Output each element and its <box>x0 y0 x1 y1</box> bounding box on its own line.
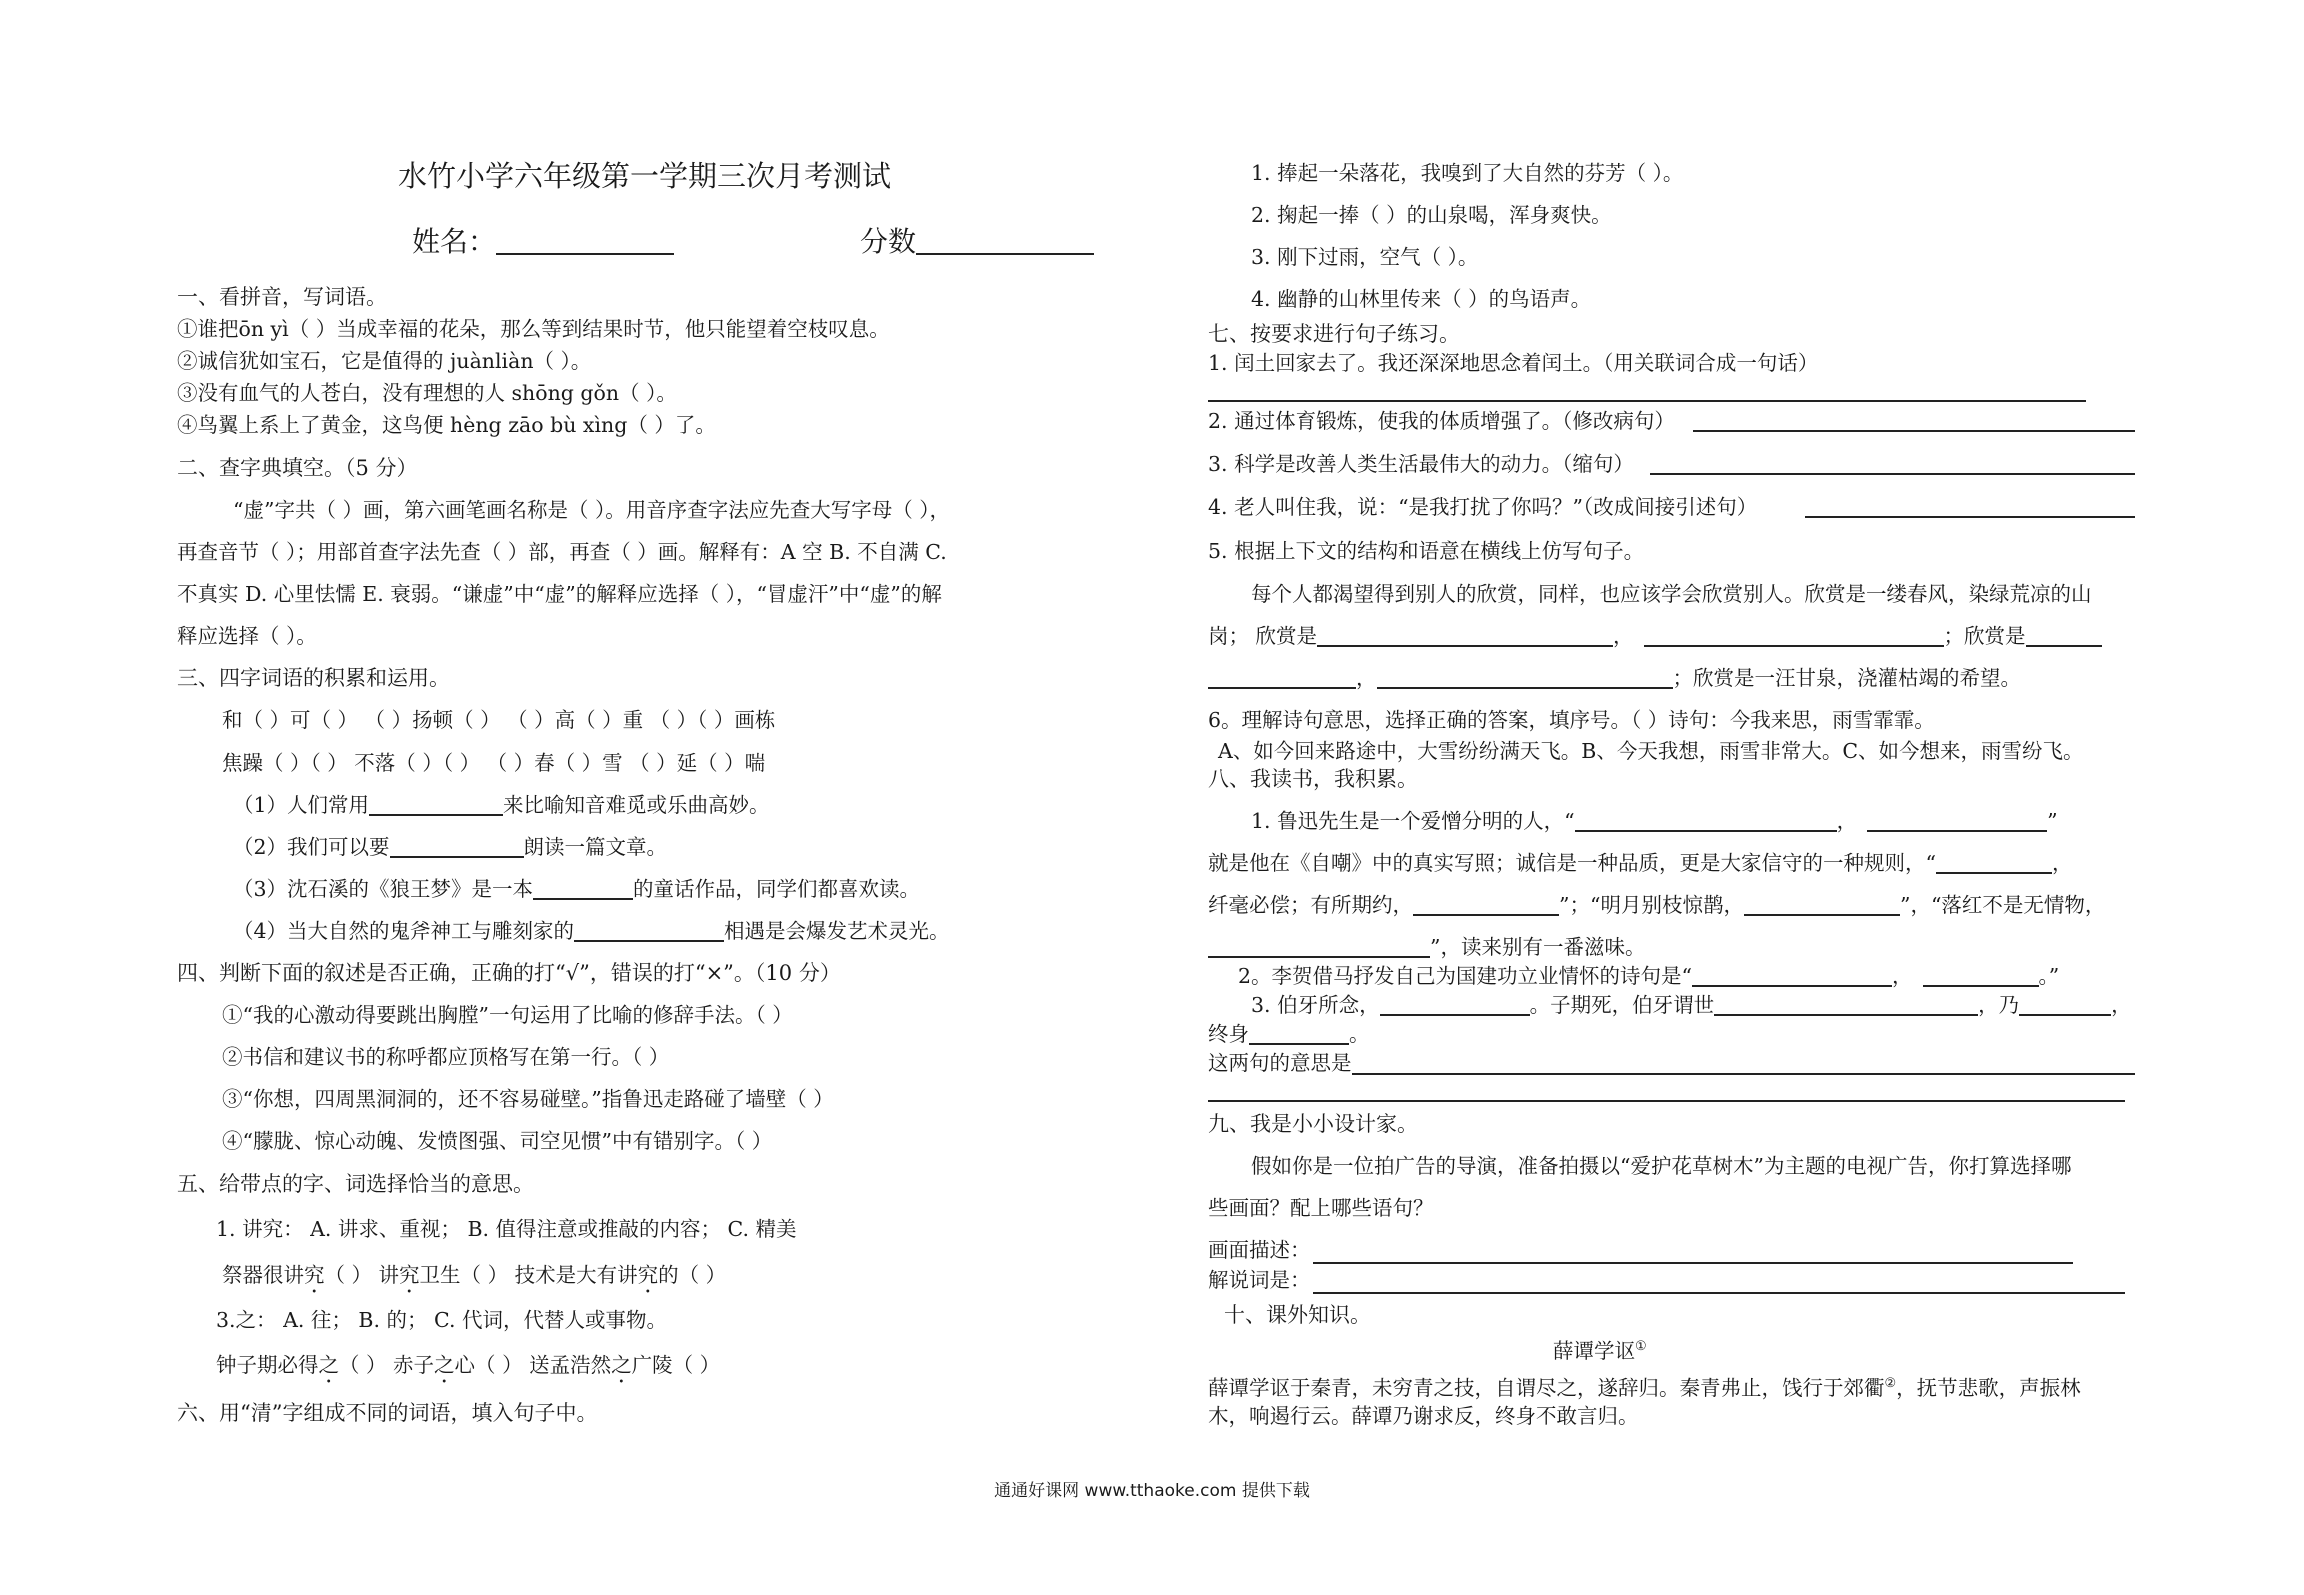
answer-line[interactable] <box>1805 516 2135 518</box>
poem-blank[interactable] <box>1692 963 1892 987</box>
answer-line[interactable] <box>1208 400 2086 402</box>
word-guangling: 广陵（ ） <box>631 1353 721 1377</box>
section-7-q1: 1. 闰土回家去了。我还深深地思念着闰土。（用关联词合成一句话） <box>1208 351 1819 375</box>
passage-line2: 木，响遏行云。薛谭乃谢求反，终身不敢言归。 <box>1208 1404 1639 1428</box>
poem-blank[interactable] <box>1413 892 1559 916</box>
name-row <box>412 225 674 258</box>
imitate-blank[interactable] <box>1208 665 1356 689</box>
section-10-heading: 十、课外知识。 <box>1224 1303 1371 1327</box>
poem-blank[interactable] <box>1575 808 1837 832</box>
answer-line[interactable] <box>1313 1262 2073 1264</box>
section-7-q3: 3. 科学是改善人类生活最伟大的动力。（缩句） <box>1208 452 1634 476</box>
section-9-para-line1: 假如你是一位拍广告的导演，准备拍摄以“爱护花草树木”为主题的电视广告，你打算选择哪 <box>1251 1154 2072 1178</box>
dotted-char: 之 <box>611 1353 632 1377</box>
section-5-item3-words <box>216 1351 720 1388</box>
answer-line[interactable] <box>1693 430 2135 432</box>
section-9-field2 <box>1208 1266 1311 1294</box>
section-4-q3: ③“你想，四周黑洞洞的，还不容易碰壁。”指鲁迅走路碰了墙壁（ ） <box>222 1087 834 1111</box>
section-8-a3 <box>1208 891 2105 919</box>
p3-tail: ；欣赏是一汪甘泉，浇灌枯竭的希望。 <box>1672 666 2021 690</box>
section-4-q1: ①“我的心激动得要跳出胸膛”一句运用了比喻的修辞手法。（ ） <box>222 1003 793 1027</box>
field2-label: 解说词是： <box>1208 1268 1311 1292</box>
dotted-char: 究 <box>304 1263 325 1287</box>
section-8-a1 <box>1251 807 2058 835</box>
passage-text: 薛谭学讴于秦青，未穷青之技，自谓尽之，遂辞归。秦青弗止，饯行于郊衢 <box>1208 1375 1885 1400</box>
section-1-q1: ①谁把ōn yì（ ）当成幸福的花朵，那么等到结果时节，他只能望着空枝叹息。 <box>177 317 890 341</box>
footer: 通通好课网 www.tthaoke.com 提供下载 <box>994 1481 1310 1501</box>
c3-text: 这两句的意思是 <box>1208 1051 1352 1075</box>
fill3-blank[interactable] <box>533 876 633 900</box>
section-3-fill3 <box>233 875 920 903</box>
section-1-heading: 一、看拼音，写词语。 <box>177 285 387 309</box>
c1-nai: ，乃 <box>1978 993 2020 1017</box>
section-3-fill4 <box>233 917 950 945</box>
section-2-line4: 释应选择（ ）。 <box>177 624 317 648</box>
b1-close: 。” <box>2038 964 2060 988</box>
dotted-char: 之 <box>434 1353 455 1377</box>
section-6-q1: 1. 捧起一朵落花，我嗅到了大自然的芬芳（ ）。 <box>1251 161 1684 185</box>
section-5-item1-options: 1. 讲究： A. 讲求、重视； B. 值得注意或推敲的内容； C. 精美 <box>216 1217 797 1241</box>
imitate-blank[interactable] <box>1644 623 1944 647</box>
poem-blank[interactable] <box>1208 934 1430 958</box>
section-7-heading: 七、按要求进行句子练习。 <box>1208 322 1460 346</box>
exam-title: 水竹小学六年级第一学期三次月考测试 <box>398 159 892 193</box>
dotted-char: 之 <box>318 1353 339 1377</box>
footnote-mark: ② <box>1884 1376 1897 1391</box>
section-7-q6: 6。理解诗句意思，选择正确的答案，填序号。（ ）诗句：今我来思，雨雪霏霏。 <box>1208 708 1935 732</box>
fill3-suffix: 的童话作品，同学们都喜欢读。 <box>633 877 921 901</box>
imitate-blank[interactable] <box>1317 623 1613 647</box>
poem-blank[interactable] <box>1936 850 2052 874</box>
section-1-q2: ②诚信犹如宝石，它是值得的 juànliàn（ ）。 <box>177 349 592 373</box>
word-tail: 的（ ） <box>658 1263 727 1287</box>
section-6-heading: 六、用“清”字组成不同的词语，填入句子中。 <box>177 1401 598 1425</box>
fill1-suffix: 来比喻知音难觅或乐曲高妙。 <box>503 793 770 817</box>
word-songmeng: 心（ ） 送孟浩然 <box>454 1353 612 1377</box>
section-5-item3-options: 3.之： A. 往； B. 的； C. 代词，代替人或事物。 <box>216 1308 668 1332</box>
word-jiqi: 祭器很讲 <box>222 1263 304 1287</box>
comma: ， <box>2051 851 2073 875</box>
word-chizi: （ ） 赤子 <box>339 1353 435 1377</box>
comma: ， <box>2111 993 2132 1017</box>
comma: ， <box>1613 624 1634 648</box>
section-2-heading: 二、查字典填空。（5 分） <box>177 456 418 480</box>
a3-tail: ”，“落红不是无情物， <box>1899 893 2106 917</box>
comma: ， <box>1836 809 1858 833</box>
section-4-q2: ②书信和建议书的称呼都应顶格写在第一行。（ ） <box>222 1045 670 1069</box>
fill1-blank[interactable] <box>369 792 503 816</box>
name-blank[interactable] <box>496 231 674 255</box>
score-label: 分数 <box>860 225 917 258</box>
passage-text: ，抚节悲歌，声振林 <box>1896 1375 2081 1400</box>
a3-mid: ”；“明月别枝惊鹊， <box>1559 893 1744 917</box>
answer-line[interactable] <box>1650 473 2135 475</box>
a3-text: 纤毫必偿；有所期约， <box>1208 893 1413 917</box>
p2-lead: 岗； 欣赏是 <box>1208 624 1318 648</box>
section-9-heading: 九、我是小小设计家。 <box>1208 1112 1418 1136</box>
section-8-c1 <box>1251 991 2132 1019</box>
a1-text: 1. 鲁迅先生是一个爱憎分明的人，“ <box>1251 809 1575 833</box>
comma: ， <box>1356 666 1377 690</box>
section-8-b1 <box>1238 962 2059 990</box>
score-row <box>860 225 1094 258</box>
fill2-suffix: 朗读一篇文章。 <box>523 835 668 859</box>
comma: ， <box>1892 964 1913 988</box>
section-6-q3: 3. 刚下过雨，空气（ ）。 <box>1251 245 1479 269</box>
section-6-q2: 2. 掬起一捧（ ）的山泉喝，浑身爽快。 <box>1251 203 1612 227</box>
word-zhongziqi: 钟子期必得 <box>216 1353 319 1377</box>
imitate-blank[interactable] <box>2026 623 2102 647</box>
fill4-prefix: （4）当大自然的鬼斧神工与雕刻家的 <box>233 919 575 943</box>
section-8-a4 <box>1208 933 1645 961</box>
section-6-q4: 4. 幽静的山林里传来（ ）的鸟语声。 <box>1251 287 1592 311</box>
field1-label: 画面描述： <box>1208 1238 1311 1262</box>
period: 。 <box>1349 1022 1370 1046</box>
section-8-a2 <box>1208 849 2072 877</box>
poem-blank[interactable] <box>1380 992 1530 1016</box>
c1-text: 3. 伯牙所念， <box>1251 993 1380 1017</box>
section-7-para-line3 <box>1208 664 2021 692</box>
section-7-q4: 4. 老人叫住我，说：“是我打扰了你吗？”（改成间接引述句） <box>1208 495 1758 519</box>
word-jishu: 卫生（ ） 技术是大有讲 <box>419 1263 638 1287</box>
answer-line[interactable] <box>1208 1100 2125 1102</box>
section-5-item1-words <box>222 1261 726 1298</box>
fill1-prefix: （1）人们常用 <box>233 793 370 817</box>
section-7-para-line2 <box>1208 622 2102 650</box>
section-2-line3: 不真实 D. 心里怯懦 E. 衰弱。“谦虚”中“虚”的解释应选择（ ），“冒虚汗”中“虚”的解 <box>177 582 942 606</box>
fill4-blank[interactable] <box>574 918 724 942</box>
section-8-c3 <box>1208 1049 1352 1077</box>
c2-text: 终身 <box>1208 1022 1249 1046</box>
footnote-mark: ① <box>1635 1339 1647 1354</box>
a4-tail: ”，读来别有一番滋味。 <box>1430 935 1646 959</box>
section-7-para-line1: 每个人都渴望得到别人的欣赏，同样，也应该学会欣赏别人。欣赏是一缕春风，染绿荒凉的山 <box>1251 582 2092 606</box>
a2-text: 就是他在《自嘲》中的真实写照；诚信是一种品质，更是大家信守的一种规则，“ <box>1208 851 1936 875</box>
poem-blank[interactable] <box>1744 892 1900 916</box>
passage-title-text: 薛谭学讴 <box>1553 1338 1635 1363</box>
answer-line[interactable] <box>1352 1073 2135 1075</box>
answer-line[interactable] <box>1313 1292 2125 1294</box>
section-5-heading: 五、给带点的字、词选择恰当的意思。 <box>177 1172 534 1196</box>
imitate-blank[interactable] <box>1377 665 1673 689</box>
poem-blank[interactable] <box>1714 992 1978 1016</box>
section-2-line2: 再查音节（ ）；用部首查字法先查（ ）部，再查（ ）画。解释有：A 空 B. 不自满 C. <box>177 540 947 564</box>
name-label: 姓名： <box>412 225 497 258</box>
section-3-idioms-row1: 和（ ）可（ ） （ ）扬顿（ ） （ ）高（ ）重 （ ）（ ）画栋 <box>222 708 776 732</box>
q2-text: 2. 通过体育锻炼，使我的体质增强了。（修改病句） <box>1208 409 1675 433</box>
section-8-heading: 八、我读书，我积累。 <box>1208 767 1418 791</box>
section-3-fill1 <box>233 791 770 819</box>
section-1-q4: ④鸟翼上系上了黄金，这鸟便 hèng zāo bù xìng（ ）了。 <box>177 413 716 437</box>
poem-blank[interactable] <box>1923 963 2039 987</box>
section-4-heading: 四、判断下面的叙述是否正确，正确的打“√”，错误的打“×”。（10 分） <box>177 961 841 985</box>
word-jiangjiu: （ ） 讲 <box>324 1263 400 1287</box>
p2-mid: ；欣赏是 <box>1943 624 2026 648</box>
section-7-q2 <box>1208 407 1675 435</box>
passage-title <box>1553 1333 1647 1365</box>
fill4-suffix: 相遇是会爆发艺术灵光。 <box>724 919 950 943</box>
fill3-prefix: （3）沈石溪的《狼王梦》是一本 <box>233 877 534 901</box>
quote-close: ” <box>2047 809 2058 833</box>
section-3-fill2 <box>233 833 667 861</box>
section-8-c2 <box>1208 1020 1370 1048</box>
b1-text: 2。李贺借马抒发自己为国建功立业情怀的诗句是“ <box>1238 964 1693 988</box>
section-9-para-line2: 些画面？配上哪些语句？ <box>1208 1196 1434 1220</box>
passage-line1 <box>1208 1370 2081 1402</box>
poem-blank[interactable] <box>1867 808 2047 832</box>
section-3-heading: 三、四字词语的积累和运用。 <box>177 666 450 690</box>
fill2-prefix: （2）我们可以要 <box>233 835 390 859</box>
section-1-q3: ③没有血气的人苍白，没有理想的人 shōng gǒn（ ）。 <box>177 381 677 405</box>
section-4-q4: ④“朦胧、惊心动魄、发愤图强、司空见惯”中有错别字。（ ） <box>222 1129 773 1153</box>
section-7-q6-options: A、如今回来路途中，大雪纷纷满天飞。B、今天我想，雨雪非常大。C、如今想来，雨雪纷飞。 <box>1218 739 2084 763</box>
section-9-field1 <box>1208 1236 1311 1264</box>
section-2-line1: “虚”字共（ ）画，第六画笔画名称是（ ）。用音序查字法应先查大写字母（ ）， <box>233 498 951 522</box>
poem-blank[interactable] <box>1249 1021 1349 1045</box>
score-blank[interactable] <box>916 231 1094 255</box>
section-7-q5: 5. 根据上下文的结构和语意在横线上仿写句子。 <box>1208 539 1645 563</box>
fill2-blank[interactable] <box>390 834 524 858</box>
dotted-char: 究 <box>637 1263 659 1287</box>
poem-blank[interactable] <box>2019 992 2111 1016</box>
section-3-idioms-row2: 焦躁（ ）（ ） 不落（ ）（ ） （ ）春（ ）雪 （ ）延（ ）喘 <box>222 751 766 775</box>
c1-mid: 。子期死，伯牙谓世 <box>1529 993 1715 1017</box>
dotted-char: 究 <box>399 1263 420 1287</box>
